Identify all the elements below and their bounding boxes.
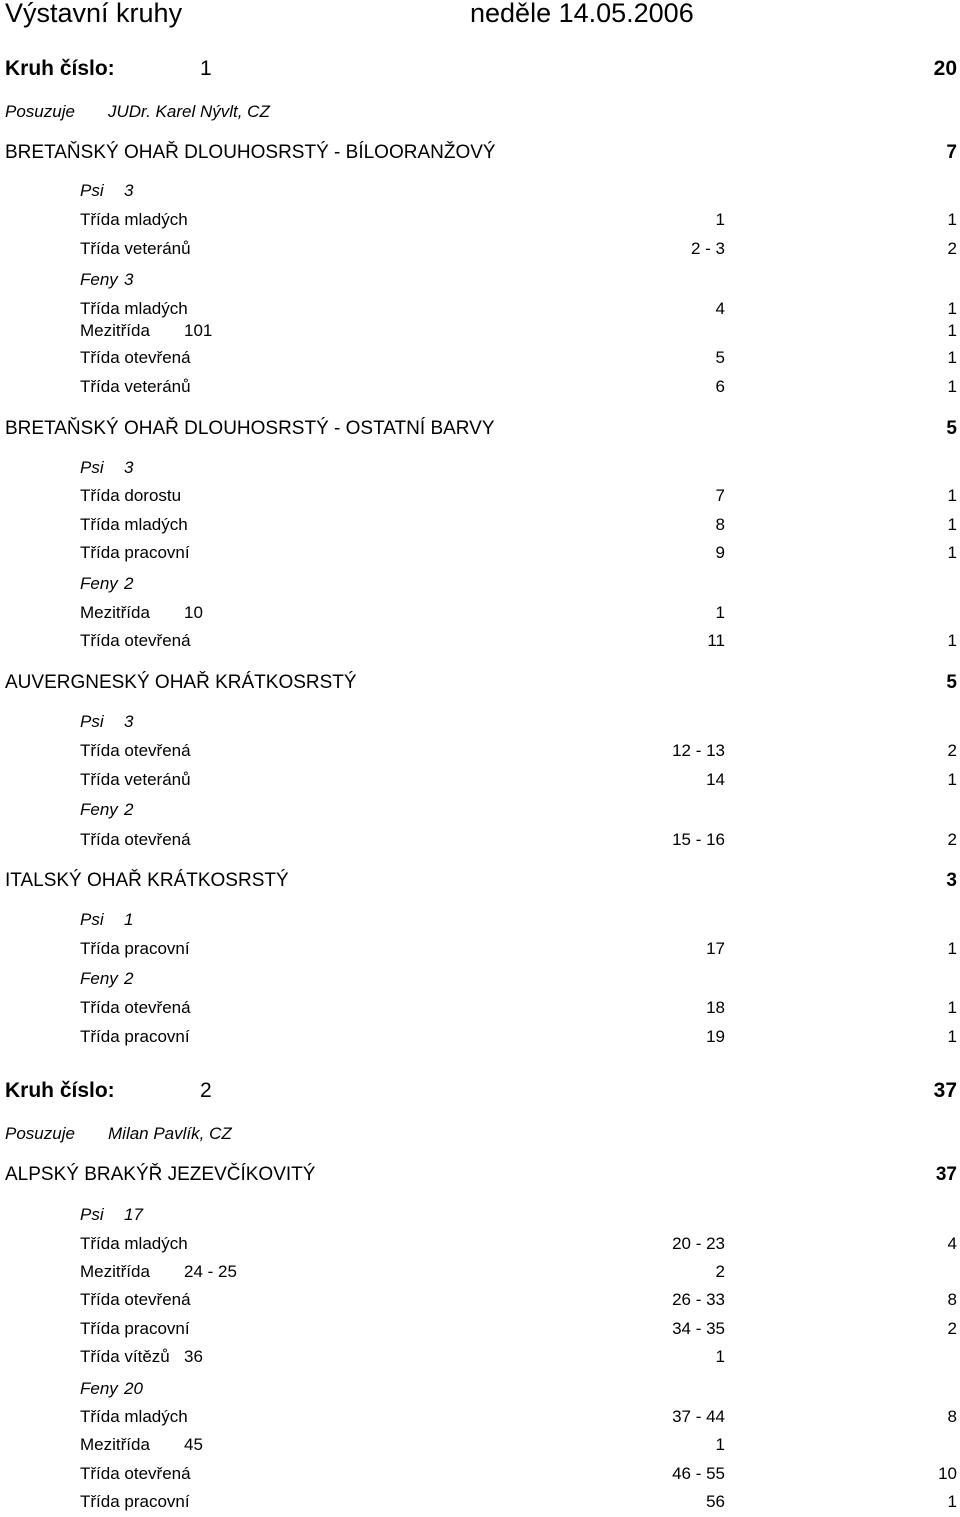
entry-count: 1 bbox=[947, 348, 957, 367]
entry-count: 1 bbox=[947, 770, 957, 789]
class-name: Třída veteránů bbox=[80, 377, 191, 396]
breed-name: ITALSKÝ OHAŘ KRÁTKOSRSTÝ bbox=[5, 870, 289, 891]
catalog-numbers: 20 - 23 bbox=[672, 1234, 725, 1253]
entry-count: 1 bbox=[947, 939, 957, 958]
class-name: Třída pracovní bbox=[80, 1319, 190, 1338]
class-name: Třída dorostu bbox=[80, 486, 182, 505]
breed-count: 3 bbox=[946, 870, 957, 891]
breed-name: AUVERGNESKÝ OHAŘ KRÁTKOSRSTÝ bbox=[5, 672, 357, 693]
breed-name: ALPSKÝ BRAKÝŘ JEZEVČÍKOVITÝ bbox=[5, 1164, 316, 1185]
class-name: Třída veteránů bbox=[80, 239, 191, 258]
catalog-numbers: 37 - 44 bbox=[672, 1407, 725, 1426]
class-name: Třída pracovní bbox=[80, 543, 190, 562]
catalog-range: 24 - 25 bbox=[184, 1262, 237, 1281]
entry-count: 8 bbox=[947, 1290, 957, 1309]
breed-name: BRETAŇSKÝ OHAŘ DLOUHOSRSTÝ - BÍLOORANŽOVÝ bbox=[5, 142, 496, 163]
catalog-numbers: 9 bbox=[715, 543, 725, 562]
catalog-numbers: 5 bbox=[715, 348, 725, 367]
class-name: Třída pracovní bbox=[80, 1492, 190, 1511]
sex-label: Feny bbox=[80, 969, 118, 988]
breed-count: 37 bbox=[935, 1164, 957, 1185]
breed-count: 5 bbox=[946, 672, 957, 693]
entry-count: 1 bbox=[947, 486, 957, 505]
entry-count: 1 bbox=[947, 377, 957, 396]
sex-count: 3 bbox=[124, 712, 134, 731]
entry-count: 1 bbox=[947, 515, 957, 534]
sex-count: 3 bbox=[124, 270, 134, 289]
catalog-numbers: 6 bbox=[715, 377, 725, 396]
catalog-numbers: 56 bbox=[706, 1492, 725, 1511]
page-title: Výstavní kruhy bbox=[5, 0, 183, 28]
class-name: Třída pracovní bbox=[80, 939, 190, 958]
class-name: Třída otevřená bbox=[80, 998, 191, 1017]
class-name: Třída otevřená bbox=[80, 830, 191, 849]
entry-count: 1 bbox=[947, 998, 957, 1017]
entry-count: 2 bbox=[947, 1319, 957, 1338]
schedule-date: neděle 14.05.2006 bbox=[470, 0, 694, 28]
class-name: Třída otevřená bbox=[80, 1464, 191, 1483]
class-name: Třída veteránů bbox=[80, 770, 191, 789]
class-name: Mezitřída bbox=[80, 603, 150, 622]
judge-label: Posuzuje bbox=[5, 102, 75, 121]
catalog-numbers: 4 bbox=[715, 299, 725, 318]
catalog-numbers: 34 - 35 bbox=[672, 1319, 725, 1338]
sex-label: Feny bbox=[80, 800, 118, 819]
sex-count: 1 bbox=[124, 910, 134, 929]
entry-count: 1 bbox=[947, 543, 957, 562]
sex-count: 2 bbox=[124, 574, 134, 593]
entry-count: 2 bbox=[947, 741, 957, 760]
sex-label: Feny bbox=[80, 270, 118, 289]
sex-label: Psi bbox=[80, 712, 104, 731]
class-name: Třída mladých bbox=[80, 299, 188, 318]
sex-count: 17 bbox=[124, 1205, 143, 1224]
judge-label: Posuzuje bbox=[5, 1124, 75, 1143]
ring-number: 1 bbox=[200, 57, 212, 80]
judge-name: Milan Pavlík, CZ bbox=[108, 1124, 232, 1143]
entry-count: 4 bbox=[947, 1234, 957, 1253]
catalog-numbers: 17 bbox=[706, 939, 725, 958]
catalog-numbers: 1 bbox=[715, 603, 725, 622]
class-name: Třída otevřená bbox=[80, 348, 191, 367]
ring-label: Kruh číslo: bbox=[5, 57, 115, 80]
catalog-range: 101 bbox=[184, 321, 213, 340]
sex-count: 3 bbox=[124, 458, 134, 477]
sex-count: 20 bbox=[124, 1379, 143, 1398]
ring-total: 20 bbox=[933, 57, 957, 80]
class-name: Třída mladých bbox=[80, 1234, 188, 1253]
catalog-numbers: 7 bbox=[715, 486, 725, 505]
sex-label: Psi bbox=[80, 910, 104, 929]
catalog-numbers: 15 - 16 bbox=[672, 830, 725, 849]
entry-count: 1 bbox=[947, 631, 957, 650]
catalog-numbers: 14 bbox=[706, 770, 725, 789]
breed-count: 7 bbox=[946, 142, 957, 163]
class-name: Mezitřída bbox=[80, 321, 150, 340]
breed-name: BRETAŇSKÝ OHAŘ DLOUHOSRSTÝ - OSTATNÍ BARVY bbox=[5, 418, 495, 439]
sex-label: Psi bbox=[80, 1205, 104, 1224]
class-name: Třída mladých bbox=[80, 515, 188, 534]
catalog-numbers: 1 bbox=[715, 210, 725, 229]
sex-label: Psi bbox=[80, 458, 104, 477]
class-name: Třída pracovní bbox=[80, 1027, 190, 1046]
class-name: Třída otevřená bbox=[80, 631, 191, 650]
class-name: Mezitřída bbox=[80, 1435, 150, 1454]
sex-label: Feny bbox=[80, 574, 118, 593]
sex-count: 2 bbox=[124, 969, 134, 988]
breed-count: 5 bbox=[946, 418, 957, 439]
entry-count: 2 bbox=[947, 830, 957, 849]
catalog-range: 36 bbox=[184, 1347, 203, 1366]
entry-count: 1 bbox=[947, 299, 957, 318]
sex-count: 3 bbox=[124, 181, 134, 200]
entry-count: 2 bbox=[947, 239, 957, 258]
class-name: Třída otevřená bbox=[80, 1290, 191, 1309]
catalog-numbers: 26 - 33 bbox=[672, 1290, 725, 1309]
entry-count: 1 bbox=[947, 1492, 957, 1511]
judge-name: JUDr. Karel Nývlt, CZ bbox=[108, 102, 270, 121]
class-name: Třída mladých bbox=[80, 210, 188, 229]
entry-count: 10 bbox=[938, 1464, 957, 1483]
sex-label: Psi bbox=[80, 181, 104, 200]
catalog-numbers: 46 - 55 bbox=[672, 1464, 725, 1483]
entry-count: 1 bbox=[947, 1027, 957, 1046]
catalog-numbers: 8 bbox=[715, 515, 725, 534]
entry-count: 1 bbox=[947, 321, 957, 340]
catalog-numbers: 12 - 13 bbox=[672, 741, 725, 760]
catalog-range: 10 bbox=[184, 603, 203, 622]
catalog-numbers: 1 bbox=[715, 1435, 725, 1454]
class-name: Třída mladých bbox=[80, 1407, 188, 1426]
ring-number: 2 bbox=[200, 1079, 212, 1102]
class-name: Mezitřída bbox=[80, 1262, 150, 1281]
entry-count: 1 bbox=[947, 210, 957, 229]
ring-label: Kruh číslo: bbox=[5, 1079, 115, 1102]
catalog-numbers: 1 bbox=[715, 1347, 725, 1366]
catalog-numbers: 19 bbox=[706, 1027, 725, 1046]
catalog-numbers: 2 bbox=[715, 1262, 725, 1281]
ring-total: 37 bbox=[933, 1079, 957, 1102]
catalog-range: 45 bbox=[184, 1435, 203, 1454]
catalog-numbers: 11 bbox=[707, 631, 725, 650]
class-name: Třída otevřená bbox=[80, 741, 191, 760]
catalog-numbers: 2 - 3 bbox=[690, 239, 725, 258]
catalog-numbers: 18 bbox=[706, 998, 725, 1017]
sex-count: 2 bbox=[124, 800, 134, 819]
sex-label: Feny bbox=[80, 1379, 118, 1398]
entry-count: 8 bbox=[947, 1407, 957, 1426]
class-name: Třída vítězů bbox=[80, 1347, 170, 1366]
